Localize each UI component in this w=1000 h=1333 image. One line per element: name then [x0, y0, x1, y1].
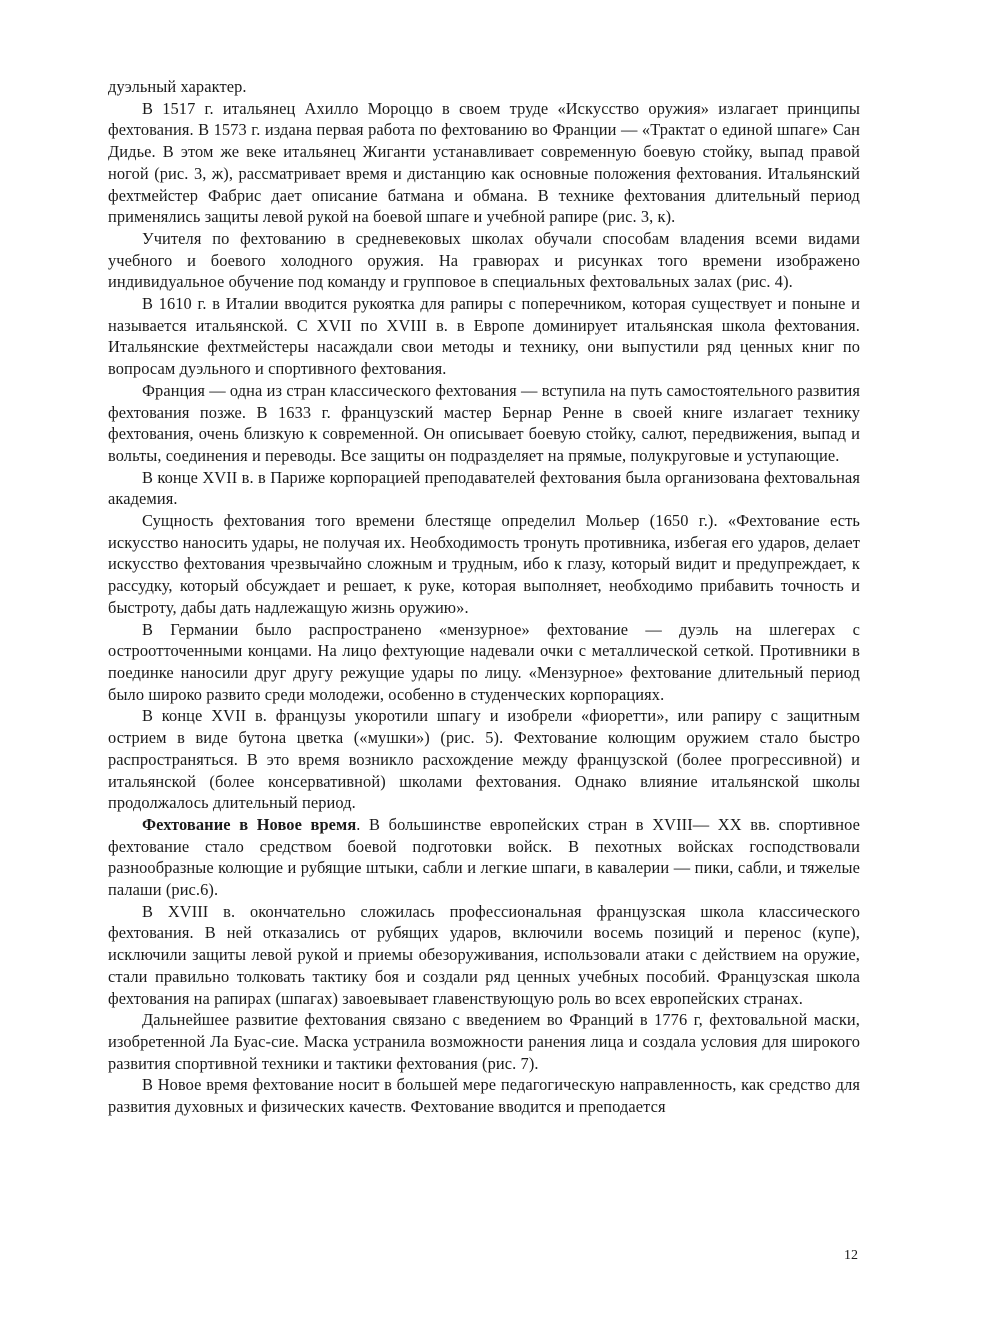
section-heading: Фехтование в Новое время: [142, 814, 357, 834]
paragraph-text: В XVIII в. окончательно сложилась профессиональная французская школа классического фехтования. В ней отказались от рубящих ударов, включили восемь позиций и перенос (купе), исключили защиты левой рукой и приемы обезоруживания, использовали атаки с действием на оружие, стали правильно толковать тактику боя и создали ряд ценных учебных пособий. Французская школа фехтования на рапирах (шпагах) завоевывает главенствующую роль во всех европейских странах.: [108, 901, 860, 1008]
paragraph-text: . В большинстве европейских стран в XVIII— XX вв. спортивное фехтование стало средством боевой подготовки войск. В пехотных войсках господствовали разнообразные колющие и рубящие штыки, сабли и легкие шпаги, в кавалерии — пики, сабли, и тяжелые палаши (рис.6).: [108, 814, 860, 900]
paragraph: [108, 293, 860, 380]
paragraph: [108, 228, 860, 293]
paragraph: [108, 705, 860, 814]
section-paragraph: [108, 814, 860, 901]
paragraph: [108, 510, 860, 619]
paragraph: [108, 380, 860, 467]
page-number: 12: [844, 1248, 858, 1263]
paragraph: [108, 619, 860, 706]
paragraph-text: В конце XVII в. французы укоротили шпагу и изобрели «фиоретти», или рапиру с защитным острием в виде бутона цветка («мушки») (рис. 5). Фехтование колющим оружием стало быстро распространяться. В это время возникло расхождение между французской (более прогрессивной) и итальянской (более консервативной) школами фехтования. Однако влияние итальянской школы продолжалось длительный период.: [108, 706, 860, 813]
paragraph: [108, 76, 860, 98]
paragraph-text: Дальнейшее развитие фехтования связано с введением во Франций в 1776 г, фехтовальной маски, изобретенной Ла Буас-сие. Маска устранила возможности ранения лица и создала условия для широкого развития спортивной техники и тактики фехтования (рис. 7).: [108, 1010, 860, 1073]
paragraph-text: В Германии было распространено «мензурное» фехтование — дуэль на шлегерах с остроотточенными концами. На лицо фехтующие надевали очки с металлической сеткой. Противники в поединке наносили друг другу режущие удары по лицу. «Мензурное» фехтование длительный период было широко развито среди молодежи, особенно в студенческих корпорациях.: [108, 619, 860, 704]
paragraph-text: В конце XVII в. в Париже корпорацией преподавателей фехтования была организована фехтовальная академия.: [108, 467, 860, 509]
paragraph-text: Сущность фехтования того времени блестяще определил Мольер (1650 г.). «Фехтование есть искусство наносить удары, не получая их. Необходимость тронуть противника, избегая его ударов, делает искусство фехтования чрезвычайно сложным и трудным, ибо к глазу, который видит и предупреждает, к рассудку, который обсуждает и решает, к руке, которая выполняет, необходимо прибавить точность и быстроту, дабы дать надлежащую жизнь оружию».: [108, 511, 860, 617]
page-body: [108, 76, 860, 1118]
paragraph: [108, 467, 860, 510]
paragraph-text: Учителя по фехтованию в средневековых школах обучали способам владения всеми видами учебного и боевого холодного оружия. На гравюрах и рисунках того времени изображено индивидуальное обучение под команду и групповое в специальных фехтовальных залах (рис. 4).: [108, 228, 860, 292]
paragraph-text: Франция — одна из стран классического фехтования — вступила на путь самостоятельного развития фехтования позже. В 1633 г. французский мастер Бернар Ренне в своей книге излагает технику фехтования, очень близкую к современной. Он описывает боевую стойку, салют, передвижения, выпад и вольты, соединения и переводы. Все защиты он подразделяет на прямые, полукруговые и уступающие.: [108, 380, 860, 465]
paragraph: [108, 901, 860, 1010]
paragraph-text: В Новое время фехтование носит в большей мере педагогическую направленность, как средство для развития духовных и физических качеств. Фехтование вводится и преподается: [108, 1075, 860, 1117]
paragraph: [108, 1074, 860, 1117]
paragraph: [108, 1009, 860, 1074]
paragraph-text: В 1610 г. в Италии вводится рукоятка для рапиры с поперечником, которая существует и поныне и называется итальянской. С XVII по XVIII в. в Европе доминирует итальянская школа фехтования. Итальянские фехтмейстеры насаждали свои методы и технику, они выпустили ряд ценных книг по вопросам дуэльного и спортивного фехтования.: [108, 294, 860, 379]
paragraph-text: В 1517 г. итальянец Ахилло Мороццо в своем труде «Искусство оружия» излагает принципы фехтования. В 1573 г. издана первая работа по фехтованию во Франции — «Трактат о единой шпаге» Сан Дидье. В этом же веке итальянец Жиганти устанавливает современную боевую стойку, выпад правой ногой (рис. 3, ж), рассматривает время и дистанцию как основные положения фехтования. Итальянский фехтмейстер Фабрис дает описание батмана и обмана. В технике фехтования длительный период применялись защиты левой рукой на боевой шпаге и учебной рапире (рис. 3, к).: [108, 98, 860, 227]
paragraph-text: дуэльный характер.: [108, 77, 247, 96]
paragraph: [108, 98, 860, 228]
